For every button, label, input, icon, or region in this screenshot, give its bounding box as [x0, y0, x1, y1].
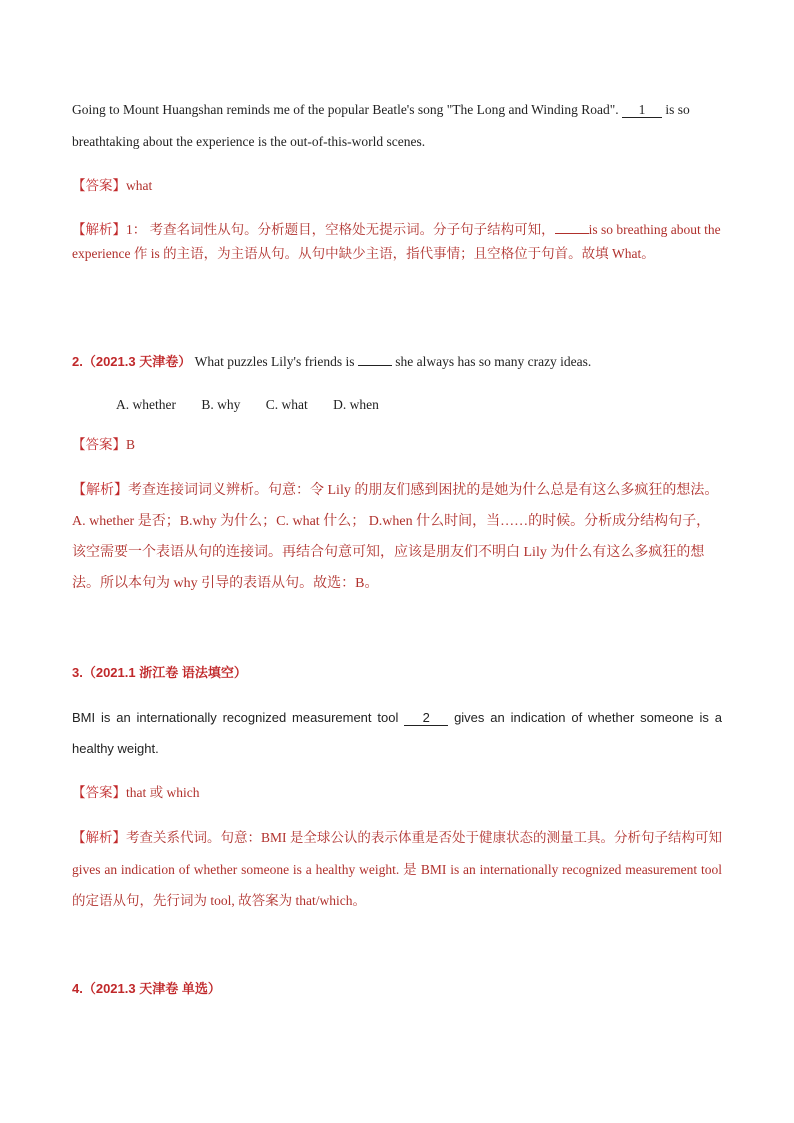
q2-option-c: C. what — [265, 397, 308, 412]
q2-option-d: D. when — [333, 397, 379, 412]
q3-number: 3. — [72, 665, 83, 680]
answer-value: what — [126, 178, 153, 193]
q3-stem-text: BMI is an internationally recognized measurement tool — [72, 710, 399, 725]
q2-analysis — [72, 475, 722, 599]
q2-number: 2. — [72, 354, 83, 369]
q2-answer — [72, 435, 722, 455]
q1-stem-text-2: is so breathtaking about the experience is the out-of-this-world scenes. — [72, 102, 690, 149]
q3-source: （2021.1 浙江卷 语法填空） — [82, 665, 247, 680]
q1-answer — [72, 176, 722, 196]
q2-stem-text-2: she always has so many crazy ideas. — [395, 354, 592, 369]
q3-answer — [72, 783, 722, 803]
q2-analysis-text: 考查连接词词义辨析。句意：令 Lily 的朋友们感到困扰的是她为什么总是有这么多疯狂的想法。A. whether 是否；B.why 为什么；C. what 什么； D.when 什么时间，当……的时候。分析成分结构句子，该空需要一个表语从句的连接词。再结合句意可知，应该是朋友们不明白 Lily 为什么有这么多疯狂的想法。所以本句为 why 引导的表语从句。故选：B。 — [72, 483, 719, 591]
q4-header — [72, 979, 722, 999]
q2-source: （2021.3 天津卷） — [82, 354, 192, 369]
answer-value: that 或 which — [126, 785, 200, 800]
q1-analysis-text: 1： 考查名词性从句。分析题目，空格处无提示词。分子句子结构可知， — [126, 222, 555, 237]
q3-stem — [72, 702, 722, 764]
q2-option-b: B. why — [201, 397, 241, 412]
q2-options — [116, 395, 766, 415]
q2-stem-text: What puzzles Lily's friends is — [194, 354, 355, 369]
analysis-label: 【解析】 — [72, 222, 126, 238]
answer-label: 【答案】 — [72, 178, 126, 194]
q1-blank: 1 — [622, 103, 662, 118]
q1-analysis-blank — [555, 233, 589, 234]
q1-stem — [72, 94, 722, 158]
q3-stem-text-2: gives an indication of whether someone is a healthy weight. — [72, 710, 722, 756]
analysis-label: 【解析】 — [72, 830, 127, 846]
q3-analysis-text: 考查关系代词。句意：BMI 是全球公认的表示体重是否处于健康状态的测量工具。分析句子结构可知 gives an indication of whether someone is a healthy weight. 是 BMI is an internationally recognized measurement tool 的定语从句，先行词为 tool, 故答案为 that/which。 — [72, 830, 722, 908]
q3-analysis — [72, 822, 722, 916]
q3-blank: 2 — [404, 711, 448, 726]
q2-stem — [72, 352, 722, 372]
q1-analysis — [72, 218, 722, 266]
q3-header — [72, 663, 722, 683]
q4-source: （2021.3 天津卷 单选） — [82, 981, 221, 996]
q2-option-a: A. whether — [116, 397, 176, 412]
q1-stem-text: Going to Mount Huangshan reminds me of the popular Beatle's song "The Long and Winding Road". — [72, 102, 619, 117]
answer-label: 【答案】 — [72, 785, 126, 801]
q2-blank — [358, 365, 392, 366]
q1-analysis-text-2: is so breathing about the experience 作 is 的主语，为主语从句。从句中缺少主语，指代事情；且空格位于句首。故填 What。 — [72, 222, 721, 261]
analysis-label: 【解析】 — [72, 482, 128, 498]
answer-value: B — [126, 437, 136, 452]
answer-label: 【答案】 — [72, 437, 126, 453]
q4-number: 4. — [72, 981, 83, 996]
